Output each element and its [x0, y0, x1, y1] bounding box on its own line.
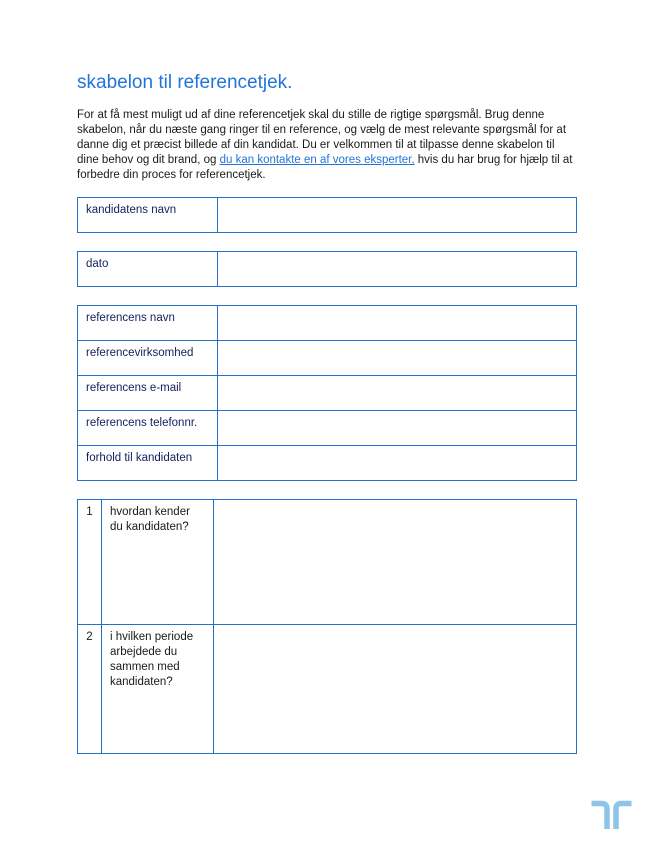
- question-2-answer-field[interactable]: [214, 625, 577, 754]
- date-field[interactable]: [218, 252, 577, 287]
- candidate-name-field[interactable]: [218, 198, 577, 233]
- page-title: skabelon til referencetjek.: [77, 72, 293, 93]
- intro-paragraph: [77, 108, 577, 183]
- question-text: i hvilken periode arbejdede du sammen med kandidaten?: [102, 625, 214, 754]
- reference-name-label: referencens navn: [78, 306, 218, 341]
- date-label: dato: [78, 252, 218, 287]
- table-row: [78, 446, 577, 481]
- table-row: [78, 376, 577, 411]
- experts-link[interactable]: du kan kontakte en af vores eksperter,: [219, 154, 415, 166]
- questions-table: [77, 499, 577, 754]
- table-row: [78, 341, 577, 376]
- candidate-name-label: kandidatens navn: [78, 198, 218, 233]
- reference-relation-field[interactable]: [218, 446, 577, 481]
- question-1-answer-field[interactable]: [214, 500, 577, 625]
- table-row: [78, 625, 577, 754]
- date-table: [77, 251, 577, 287]
- reference-details-table: [77, 305, 577, 481]
- table-row: [78, 252, 577, 287]
- intro-text-after: hvis du har brug for hjælp til at forbedre din proces for referencetjek.: [77, 154, 573, 181]
- candidate-name-table: [77, 197, 577, 233]
- table-row: [78, 500, 577, 625]
- reference-company-label: referencevirksomhed: [78, 341, 218, 376]
- question-number: 1: [78, 500, 102, 625]
- question-text: hvordan kender du kandidaten?: [102, 500, 214, 625]
- reference-phone-field[interactable]: [218, 411, 577, 446]
- reference-relation-label: forhold til kandidaten: [78, 446, 218, 481]
- intro-text-before: For at få mest muligt ud af dine referencetjek skal du stille de rigtige spørgsmål. Brug denne skabelon, når du næste gang ringer til en reference, og vælg de mest relevante spørgsmål for at danne dig et præcist billede af din kandidat. Du er velkommen til at tilpasse denne skabelon til dine behov og dit brand, og: [77, 109, 567, 166]
- reference-email-label: referencens e-mail: [78, 376, 218, 411]
- reference-name-field[interactable]: [218, 306, 577, 341]
- reference-email-field[interactable]: [218, 376, 577, 411]
- table-row: [78, 411, 577, 446]
- table-row: [78, 198, 577, 233]
- reference-company-field[interactable]: [218, 341, 577, 376]
- table-row: [78, 306, 577, 341]
- question-number: 2: [78, 625, 102, 754]
- randstad-logo-icon: [589, 798, 634, 831]
- reference-phone-label: referencens telefonnr.: [78, 411, 218, 446]
